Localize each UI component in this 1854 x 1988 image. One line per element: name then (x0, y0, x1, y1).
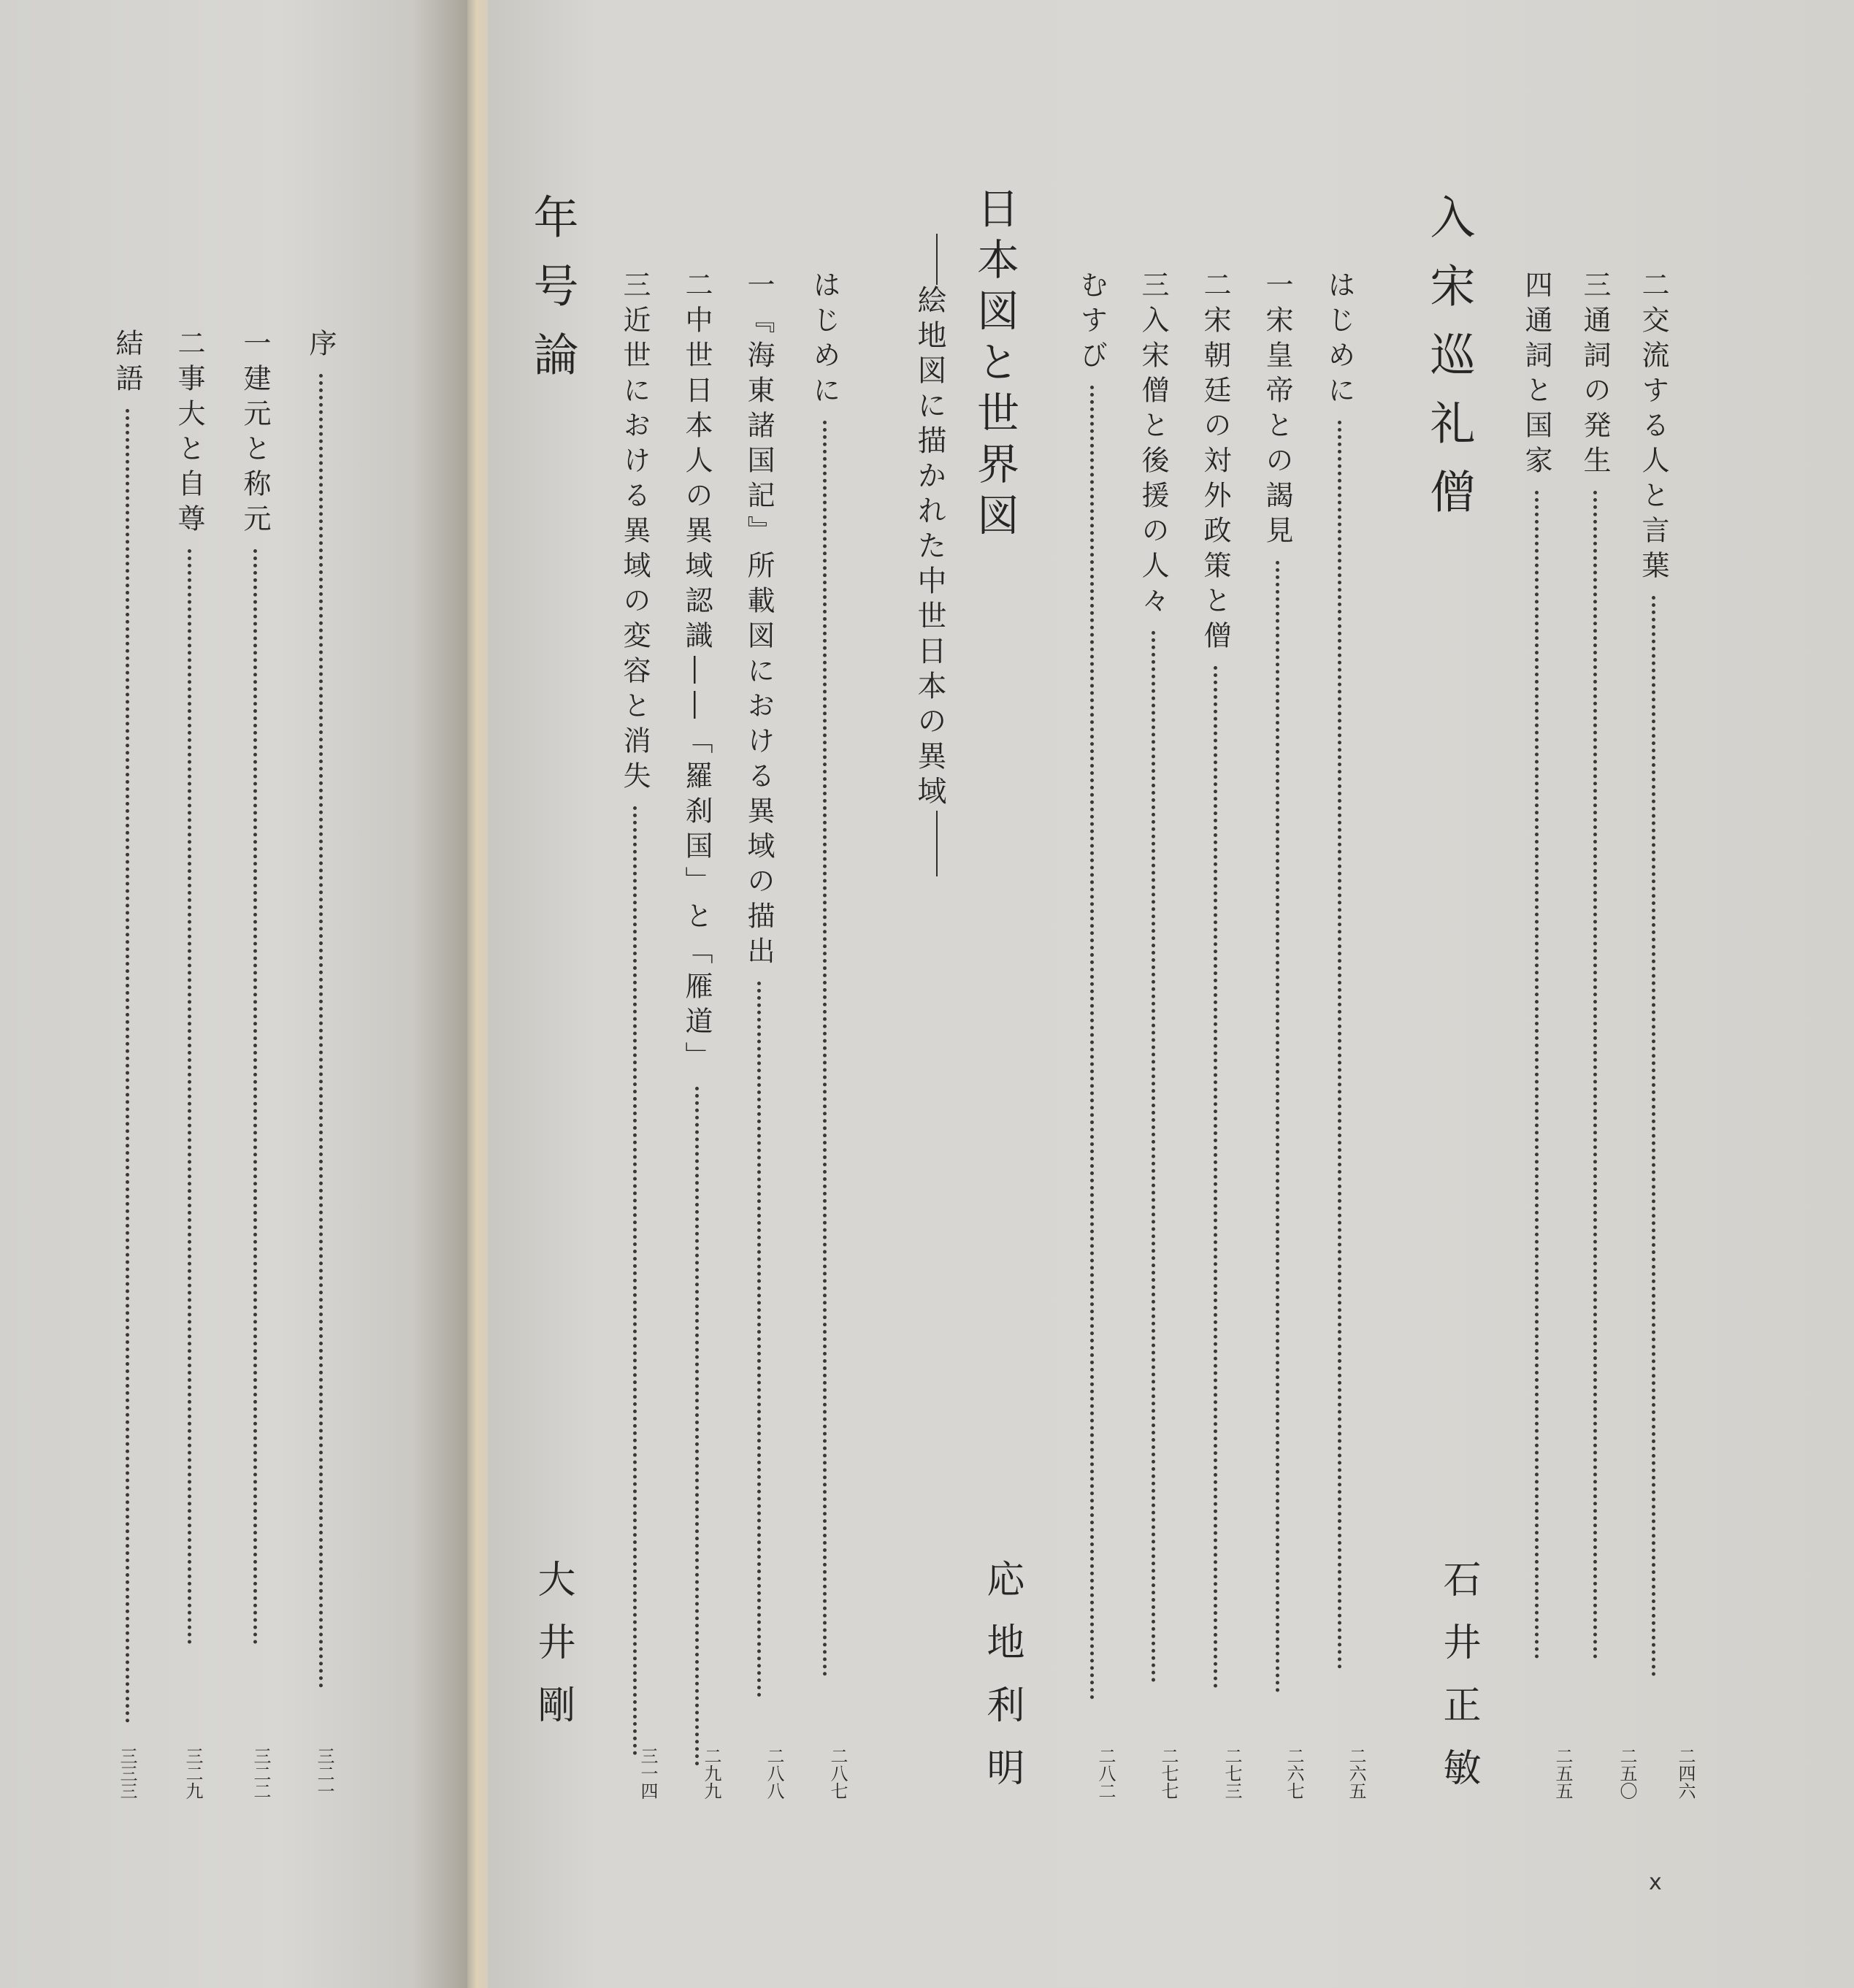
toc-page-number: 二八二 (1095, 1747, 1116, 1800)
toc-page-number: 二五〇 (1617, 1747, 1637, 1800)
toc-page-number: 二六七 (1284, 1747, 1304, 1800)
chapter-subtitle-text: 絵地図に描かれた中世日本の異域 (913, 285, 946, 811)
dot-leader (695, 1087, 699, 1766)
chapter-subtitle (909, 234, 951, 876)
toc-entry (1078, 270, 1106, 1710)
toc-entry (175, 329, 203, 1655)
toc-entry (1522, 270, 1550, 1670)
toc-entry (1139, 270, 1167, 1693)
toc-entry (113, 329, 141, 1734)
chapter-author: 石井正敏 (1436, 1559, 1480, 1811)
toc-number: 三 (1579, 270, 1611, 305)
chapter-title: 年号論 (526, 194, 579, 399)
toc-entry (1639, 270, 1667, 1687)
dash (936, 234, 938, 285)
dot-leader (253, 549, 257, 1645)
toc-entry (241, 329, 269, 1655)
page-folio: x (1649, 1870, 1662, 1895)
dot-leader (319, 374, 323, 1689)
book-gutter (467, 0, 488, 1988)
toc-label: 事大と自尊 (173, 364, 205, 539)
toc-page-number: 三二一 (314, 1747, 334, 1800)
toc-entry (1201, 270, 1229, 1699)
dot-leader (1593, 491, 1597, 1659)
toc-entry (745, 270, 773, 1708)
toc-number: 二 (681, 270, 713, 305)
toc-number: 二 (173, 329, 205, 364)
dot-leader (757, 982, 761, 1697)
toc-number: 一 (239, 329, 271, 364)
toc-page-number: 二五五 (1552, 1747, 1573, 1800)
left-page (0, 0, 467, 1988)
dot-leader (1338, 421, 1341, 1670)
toc-label: はじめに (808, 270, 840, 410)
dot-leader (1535, 491, 1539, 1659)
toc-page-number: 二七三 (1222, 1747, 1242, 1800)
dot-leader (1152, 631, 1155, 1683)
toc-page-number: 三三三 (117, 1747, 137, 1800)
toc-entry (808, 270, 840, 1687)
toc-page-number: 三一四 (637, 1747, 658, 1800)
toc-label: 結語 (111, 329, 143, 399)
dot-leader (1090, 386, 1094, 1700)
toc-number: 二 (1199, 270, 1231, 305)
toc-label: 入宋僧と後援の人々 (1137, 305, 1169, 621)
dot-leader (1652, 596, 1655, 1677)
chapter-title: 入宋巡礼僧 (1422, 194, 1476, 537)
toc-page-number: 三二二 (250, 1747, 271, 1800)
toc-label: 近世における異域の変容と消失 (618, 305, 651, 796)
toc-label: 通詞と国家 (1520, 305, 1552, 481)
toc-label: 『海東諸国記』所載図における異域の描出 (743, 305, 775, 971)
toc-label: 序 (304, 329, 337, 364)
dash (936, 811, 938, 876)
toc-number: 一 (1261, 270, 1293, 305)
toc-label: 通詞の発生 (1579, 305, 1611, 481)
dot-leader (188, 549, 191, 1645)
dot-leader (823, 421, 827, 1677)
chapter-author: 応地利明 (980, 1559, 1024, 1811)
toc-number: 一 (743, 270, 775, 305)
toc-label: はじめに (1323, 270, 1355, 410)
toc-label: 中世日本人の異域認識――「羅刹国」と「雁道」 (681, 305, 713, 1077)
toc-entry (618, 270, 651, 1766)
toc-entry (681, 270, 713, 1776)
toc-label: 宋皇帝との謁見 (1261, 305, 1293, 551)
toc-page-number: 二八八 (764, 1747, 784, 1800)
toc-number: 三 (618, 270, 651, 305)
dot-leader (1276, 561, 1279, 1693)
toc-page-number: 二四六 (1675, 1747, 1696, 1800)
toc-entry (1325, 270, 1353, 1680)
toc-number: 二 (1637, 270, 1669, 305)
chapter-author: 大井剛 (531, 1559, 575, 1748)
toc-number: 三 (1137, 270, 1169, 305)
dot-leader (633, 806, 637, 1756)
toc-label: 建元と称元 (239, 364, 271, 539)
chapter-title: 日本図と世界図 (970, 186, 1019, 544)
dot-leader (1214, 666, 1217, 1689)
toc-number: 四 (1520, 270, 1552, 305)
toc-page-number: 二八七 (827, 1747, 848, 1800)
toc-label: 宋朝廷の対外政策と僧 (1199, 305, 1231, 656)
toc-entry (304, 329, 337, 1699)
toc-page-number: 二七七 (1158, 1747, 1179, 1800)
toc-entry (1263, 270, 1291, 1703)
toc-page-number: 三二九 (183, 1747, 203, 1800)
toc-label: むすび (1076, 270, 1108, 375)
toc-label: 交流する人と言葉 (1637, 305, 1669, 586)
toc-entry (1581, 270, 1609, 1670)
dot-leader (126, 409, 129, 1724)
toc-page-number: 二九九 (701, 1747, 721, 1800)
toc-page-number: 二六五 (1346, 1747, 1366, 1800)
